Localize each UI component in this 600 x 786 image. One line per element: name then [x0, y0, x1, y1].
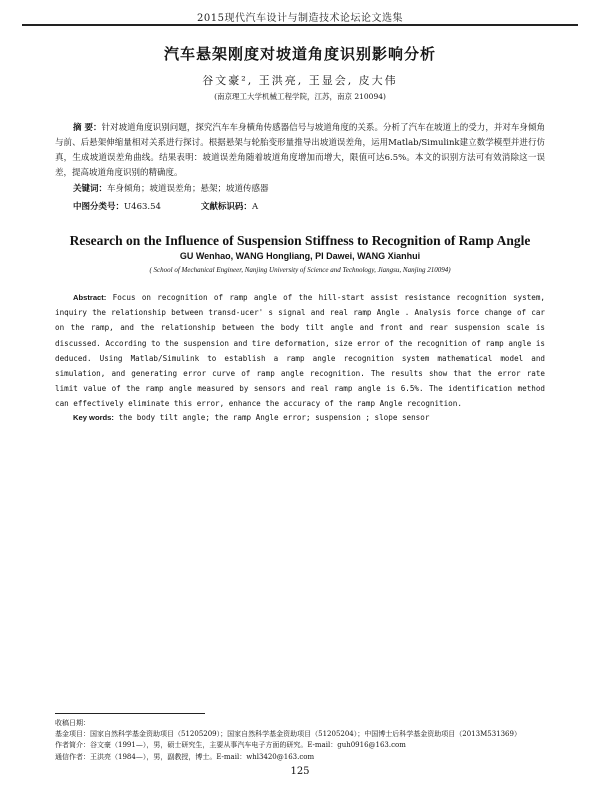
- keywords-cn-label: 关键词：: [73, 184, 108, 194]
- abstract-en-text: Focus on recognition of ramp angle of the hill-start assist resistance recognition system, inquiry the relationship between transd-ucer' s signal and real ramp Angle . Analysis force change of car on the ramp, and the relationship between the body tilt angle and front and rear suspension scale is discussed. According to the suspension and tire deformation, size error of the recognition of ramp angle is deduced. Using Matlab/Simulink to establish a ramp angle recognition system mathematical model and simulation, and generating error curve of ramp angle recognition. The results show that the error rate limit value of the ramp angle measured by sensors and real ramp angle is 6.5%. The identification method can effectively eliminate this error, enhance the accuracy of the ramp Angle recognition.: [55, 293, 545, 409]
- doc-code-label: 文献标识码：: [200, 202, 252, 212]
- keywords-en-text: the body tilt angle; the ramp Angle error; suspension ; slope sensor: [118, 413, 430, 422]
- footnote-received: 收稿日期：: [55, 719, 90, 727]
- footnote-rule: [55, 713, 205, 714]
- footnote-author-bio: 作者简介：谷文豪（1991—），男，硕士研究生，主要从事汽车电子方面的研究。E-mail：guh0916@163.com: [55, 741, 406, 749]
- paper-title-cn: 汽车悬架刚度对坡道角度识别影响分析: [163, 45, 436, 63]
- affiliation-cn: (南京理工大学机械工程学院，江苏，南京 210094): [214, 92, 386, 101]
- classification-cn: [73, 200, 258, 212]
- abstract-cn: [55, 121, 545, 181]
- page-number: 125: [290, 766, 310, 777]
- affiliation-en: ( School of Mechanical Engineer, Nanjing University of Science and Technology, Jiangsu, Nanjing 210094): [149, 266, 451, 274]
- abstract-en-label: Abstract:: [73, 293, 107, 302]
- clc-label: 中图分类号：: [73, 202, 125, 212]
- keywords-en: [73, 413, 429, 422]
- keywords-cn-text: 车身倾角；坡道误差角；悬架；坡道传感器: [107, 184, 269, 194]
- footnote-corresponding: 通信作者：王洪亮（1984—），男，副教授，博士。E-mail：whl3420@163.com: [55, 753, 315, 761]
- doc-code-value: A: [251, 202, 259, 212]
- clc-value: U463.54: [124, 202, 161, 212]
- authors-cn: 谷文豪², 王洪亮, 王显会, 皮大伟: [202, 74, 398, 87]
- running-header: 2015现代汽车设计与制造技术论坛论文选集: [197, 13, 403, 24]
- paper-title-en: Research on the Influence of Suspension Stiffness to Recognition of Ramp Angle: [69, 233, 531, 248]
- header-rule: [22, 24, 578, 26]
- keywords-en-label: Key words:: [73, 413, 114, 422]
- keywords-cn: [73, 182, 269, 194]
- abstract-en: [55, 290, 545, 412]
- abstract-cn-label: 摘 要：: [73, 123, 102, 133]
- abstract-cn-text: 针对坡道角度识别问题，探究汽车车身横角传感器信号与坡道角度的关系。分析了汽车在坡道上的受力，并对车身倾角与前、后悬架伸缩量相对关系进行探讨。根据悬架与轮胎变形量推导出坡道误差角，运用Matlab/Simulink建立数学模型并进行仿真，生成坡道误差角曲线。结果表明：坡道误差角随着坡道角度增加而增大，限值可达6.5%。本文的识别方法可有效消除这一误差，提高坡道角度识别的精确度。: [55, 123, 545, 178]
- footnote-fund: 基金项目：国家自然科学基金资助项目（51205209）；国家自然科学基金资助项目（51205204）；中国博士后科学基金资助项目（2013M531369）: [55, 730, 521, 738]
- authors-en: GU Wenhao, WANG Hongliang, PI Dawei, WANG Xianhui: [179, 251, 421, 261]
